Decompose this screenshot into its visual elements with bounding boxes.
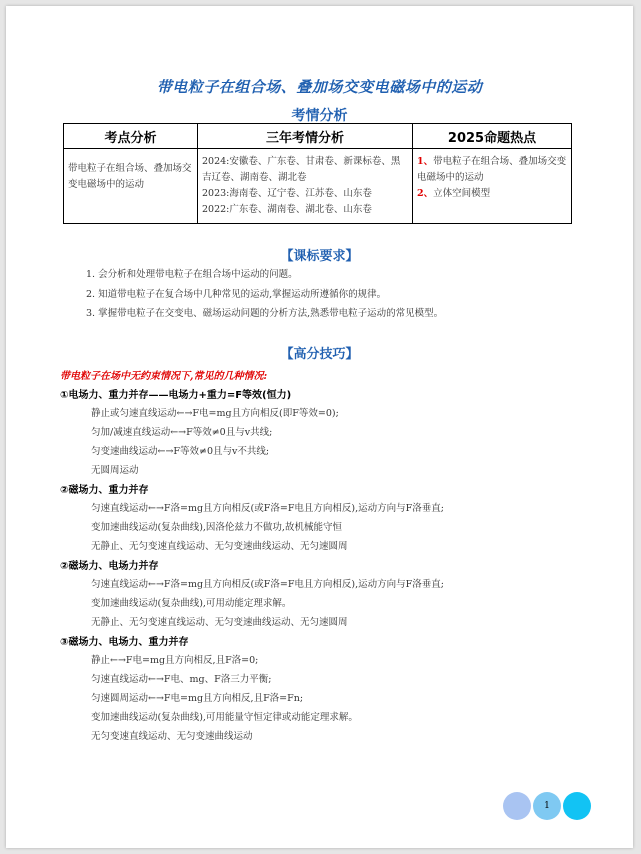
skills-heading: 【高分技巧】 xyxy=(280,347,359,362)
curriculum-item: 2. 知道带电粒子在复合场中几种常见的运动,掌握运动所遵循你的规律。 xyxy=(86,289,387,300)
skill-group-title: ②磁场力、电场力并存 xyxy=(60,561,159,572)
history-line: 2022:广东卷、湖南卷、湖北卷、山东卷 xyxy=(202,204,372,215)
skill-line: 变加速曲线运动(复杂曲线),因洛伦兹力不做功,故机械能守恒 xyxy=(91,522,342,533)
page-indicator-dot xyxy=(563,792,591,820)
exam-analysis-table xyxy=(63,123,572,224)
history-line: 2024:安徽卷、广东卷、甘肃卷、新课标卷、黑吉辽卷、湖南卷、湖北卷 xyxy=(202,156,401,183)
section-subtitle: 考情分析 xyxy=(291,108,348,124)
hot-item-text: 带电粒子在组合场、叠加场交变电磁场中的运动 xyxy=(417,156,567,183)
skill-line: 无静止、无匀变速直线运动、无匀变速曲线运动、无匀速圆周 xyxy=(91,541,348,552)
skill-group-title: ②磁场力、重力并存 xyxy=(60,485,149,496)
table-cell-hot xyxy=(413,149,572,224)
curriculum-item: 3. 掌握带电粒子在交变电、磁场运动问题的分析方法,熟悉带电粒子运动的常见模型。 xyxy=(86,308,444,319)
table-header: 2025命题热点 xyxy=(413,124,572,149)
skill-line: 匀速直线运动←→F洛=mg且方向相反(或F洛=F电且方向相反),运动方向与F洛垂直; xyxy=(91,579,444,590)
skill-line: 匀速直线运动←→F洛=mg且方向相反(或F洛=F电且方向相反),运动方向与F洛垂直; xyxy=(91,503,444,514)
hot-item xyxy=(417,186,567,202)
skill-line: 变加速曲线运动(复杂曲线),可用能量守恒定律或动能定理求解。 xyxy=(91,712,358,723)
skill-line: 匀加/减速直线运动←→F等效≠0且与v共线; xyxy=(91,427,273,438)
skills-intro: 带电粒子在场中无约束情况下,常见的几种情况: xyxy=(60,371,268,382)
document-page xyxy=(6,6,633,848)
table-cell-topic: 带电粒子在组合场、叠加场交变电磁场中的运动 xyxy=(64,149,198,224)
skill-line: 静止或匀速直线运动←→F电=mg且方向相反(即F等效=0); xyxy=(91,408,339,419)
skill-line: 无静止、无匀变速直线运动、无匀变速曲线运动、无匀速圆周 xyxy=(91,617,348,628)
skill-line: 匀变速曲线运动←→F等效≠0且与v不共线; xyxy=(91,446,270,457)
curriculum-heading: 【课标要求】 xyxy=(280,249,359,264)
hot-item-text: 立体空间模型 xyxy=(433,188,491,199)
history-line: 2023:海南卷、辽宁卷、江苏卷、山东卷 xyxy=(202,188,372,199)
page-indicator-dot xyxy=(503,792,531,820)
skill-line: 静止←→F电=mg且方向相反,且F洛=0; xyxy=(91,655,259,666)
skill-line: 无圆周运动 xyxy=(91,465,139,476)
hot-item xyxy=(417,154,567,186)
page-number: 1 xyxy=(533,792,561,820)
document-title: 带电粒子在组合场、叠加场交变电磁场中的运动 xyxy=(156,78,483,96)
table-header: 三年考情分析 xyxy=(198,124,413,149)
skill-group-title: ①电场力、重力并存——电场力+重力=F等效(恒力) xyxy=(60,390,292,401)
skill-line: 无匀变速直线运动、无匀变速曲线运动 xyxy=(91,731,253,742)
skill-line: 匀速圆周运动←→F电=mg且方向相反,且F洛=Fn; xyxy=(91,693,304,704)
skill-line: 匀速直线运动←→F电、mg、F洛三力平衡; xyxy=(91,674,272,685)
hot-item-number: 1、 xyxy=(417,156,434,167)
skill-group-title: ③磁场力、电场力、重力并存 xyxy=(60,637,189,648)
table-header: 考点分析 xyxy=(64,124,198,149)
table-cell-history xyxy=(198,149,413,224)
curriculum-item: 1. 会分析和处理带电粒子在组合场中运动的问题。 xyxy=(86,269,298,280)
hot-item-number: 2、 xyxy=(417,188,434,199)
skill-line: 变加速曲线运动(复杂曲线),可用动能定理求解。 xyxy=(91,598,292,609)
